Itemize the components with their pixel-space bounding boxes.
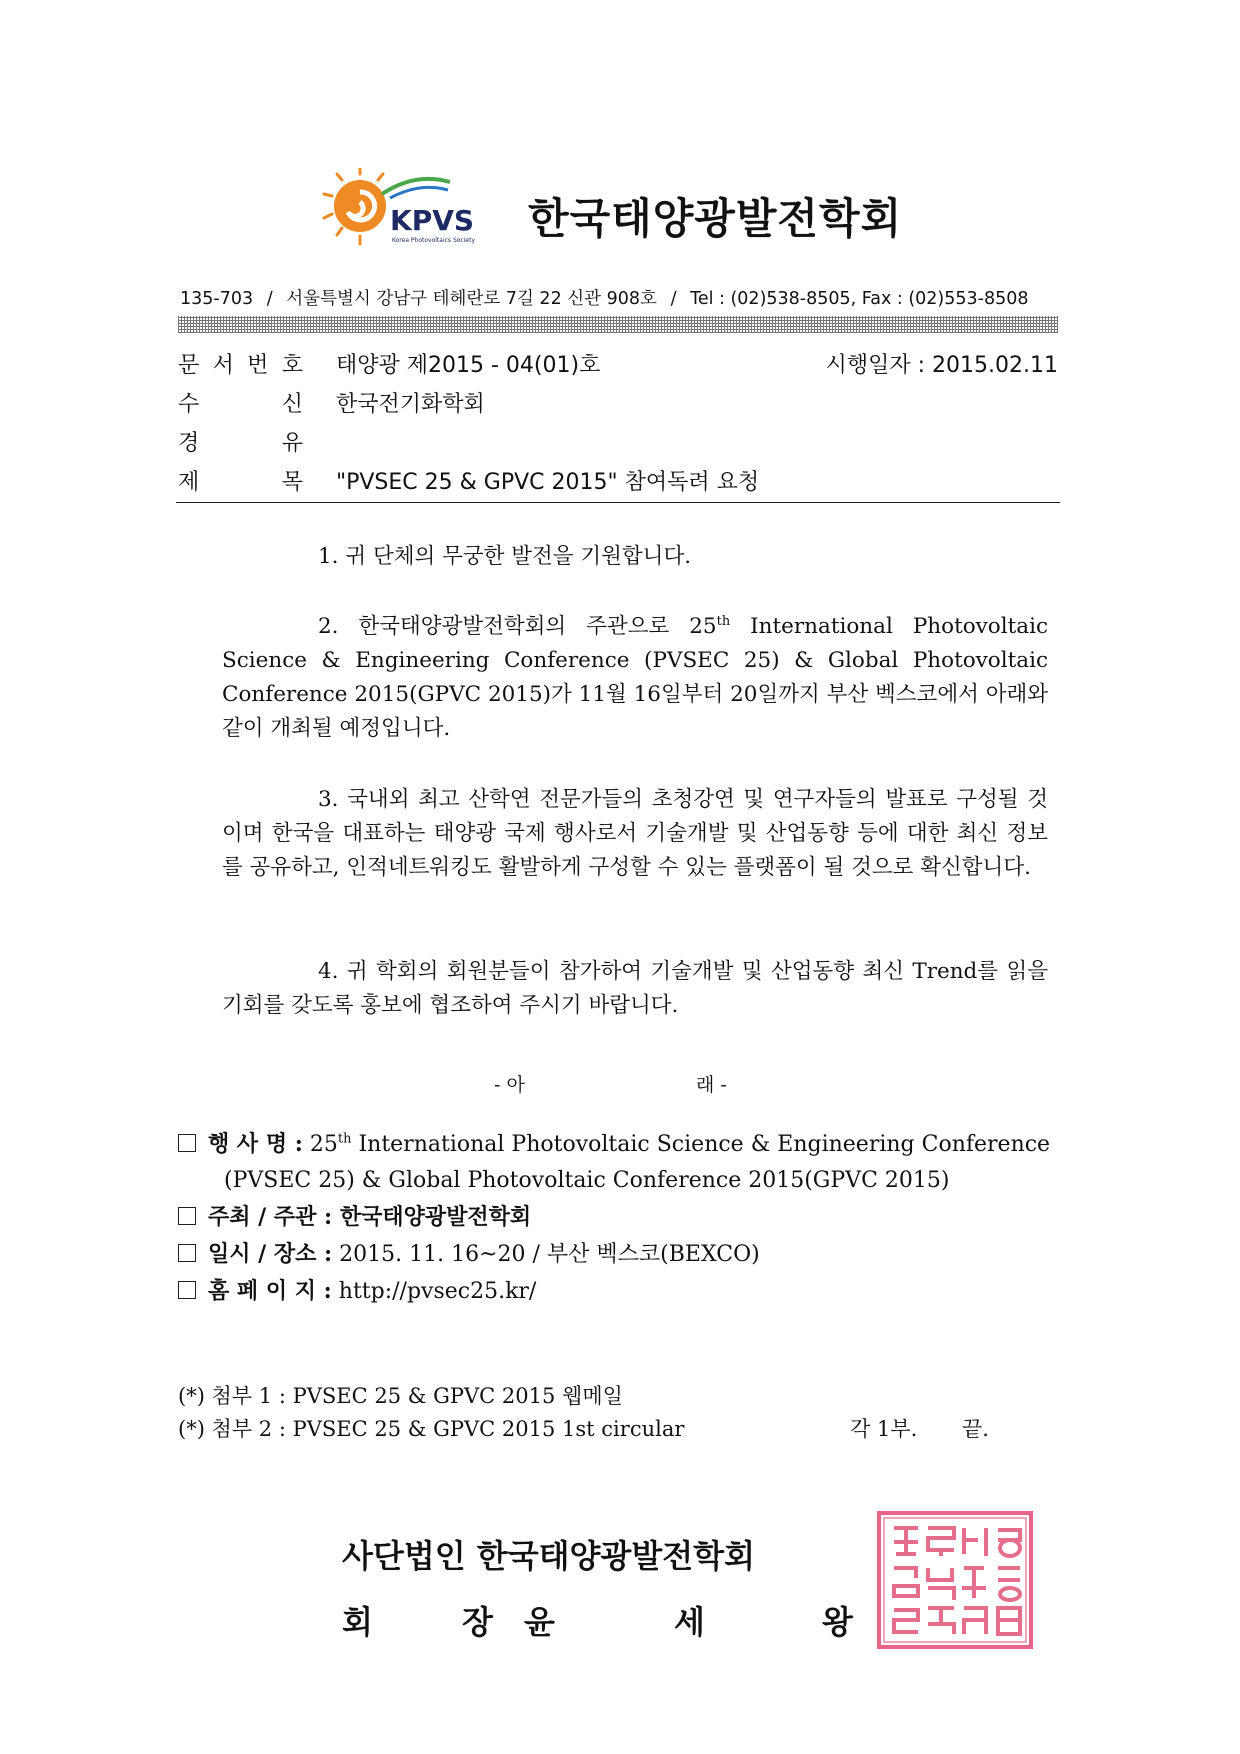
- hatched-divider: [178, 316, 1058, 333]
- street-address: 서울특별시 강남구 테헤란로 7길 22 신관 908호: [286, 289, 657, 309]
- copies-note: 각 1부.: [850, 1417, 918, 1441]
- logo-subtext: Korea Photovoltaics Society: [392, 237, 475, 244]
- signature-char: 세: [674, 1603, 705, 1641]
- signature-char: 장: [462, 1603, 493, 1641]
- logo-text: KPVS: [390, 204, 475, 237]
- postcode: 135-703: [180, 289, 254, 309]
- subject-row: [178, 465, 1058, 501]
- end-mark: 끝.: [962, 1417, 989, 1441]
- date-venue-item: 일시 / 장소 : 2015. 11. 16~20 / 부산 벡스코(BEXCO): [178, 1236, 1078, 1273]
- org-title: 한국태양광발전학회: [528, 194, 903, 243]
- signature-org: 사단법인 한국태양광발전학회: [342, 1537, 755, 1575]
- notice-heading-left: - 아: [494, 1074, 525, 1096]
- checkbox-square: [178, 1281, 196, 1299]
- checkbox-square: [178, 1134, 196, 1152]
- notice-heading-right: 래 -: [696, 1074, 727, 1096]
- signature-char: 왕: [822, 1603, 853, 1641]
- host-item: 주최 / 주관 : 한국태양광발전학회: [178, 1199, 1078, 1236]
- phone-fax: Tel : (02)538-8505, Fax : (02)553-8508: [690, 289, 1029, 309]
- subject: "PVSEC 25 & GPVC 2015" 참여독려 요청: [336, 470, 760, 495]
- separator: /: [266, 289, 273, 309]
- doc-number-row: [178, 348, 1058, 384]
- address-line: [180, 285, 1056, 310]
- attachment-1: (*) 첨부 1 : PVSEC 25 & GPVC 2015 웹메일: [178, 1384, 623, 1408]
- homepage-item: 홈 페 이 지 : http://pvsec25.kr/: [178, 1273, 1078, 1310]
- paragraph-3: 3. 국내외 최고 산학연 전문가들의 초청강연 및 연구자들의 발표로 구성될 것이며 한국을 대표하는 태양광 국제 행사로서 기술개발 및 산업동향 등에 대한 최신 정보를 공유하고, 인적네트워킹도 활발하게 구성할 수 있는 플랫폼이 될 것으로 확신합니다.: [222, 787, 1048, 880]
- separator: /: [670, 289, 677, 309]
- attachment-2: (*) 첨부 2 : PVSEC 25 & GPVC 2015 1st circular: [178, 1417, 685, 1441]
- checkbox-square: [178, 1207, 196, 1225]
- checkbox-square: [178, 1244, 196, 1262]
- via-row: [178, 426, 1058, 462]
- recipient-label: 수 신: [178, 392, 303, 417]
- homepage-link[interactable]: http://pvsec25.kr/: [331, 1279, 537, 1304]
- recipient-row: [178, 387, 1058, 423]
- official-seal-stamp: [876, 1510, 1034, 1650]
- signature-char: 회: [342, 1603, 373, 1641]
- issue-date: 시행일자 : 2015.02.11: [825, 353, 1058, 378]
- doc-number: 태양광 제2015 - 04(01)호: [336, 353, 601, 378]
- via-label: 경 유: [178, 431, 303, 456]
- recipient: 한국전기화학회: [336, 392, 485, 417]
- doc-number-label: 문 서 번 호: [178, 353, 303, 378]
- paragraph-2: 2. 한국태양광발전학회의 주관으로 25th International Photovoltaic Science & Engineering Conference (PVSEC 25) & Global Photovoltaic Conference 2015(GPVC 2015)가 11월 16일부터 20일까지 부산 벡스코에서 아래와 같이 개최될 예정입니다.: [222, 613, 1048, 741]
- event-name-item: 행 사 명 : 25th International Photovoltaic Science & Engineering Conference (PVSEC 25) & Global Photovoltaic Conference 2015(GPVC 2015): [178, 1126, 1078, 1199]
- paragraph-1: 1. 귀 단체의 무궁한 발전을 기원합니다.: [318, 544, 692, 569]
- subject-label: 제 목: [178, 470, 303, 495]
- paragraph-4: 4. 귀 학회의 회원분들이 참가하여 기술개발 및 산업동향 최신 Trend를 읽을 기회를 갖도록 홍보에 협조하여 주시기 바랍니다.: [222, 959, 1048, 1018]
- kpvs-logo: [320, 168, 500, 250]
- header-rule: [176, 502, 1060, 503]
- signature-char: 윤: [524, 1603, 555, 1641]
